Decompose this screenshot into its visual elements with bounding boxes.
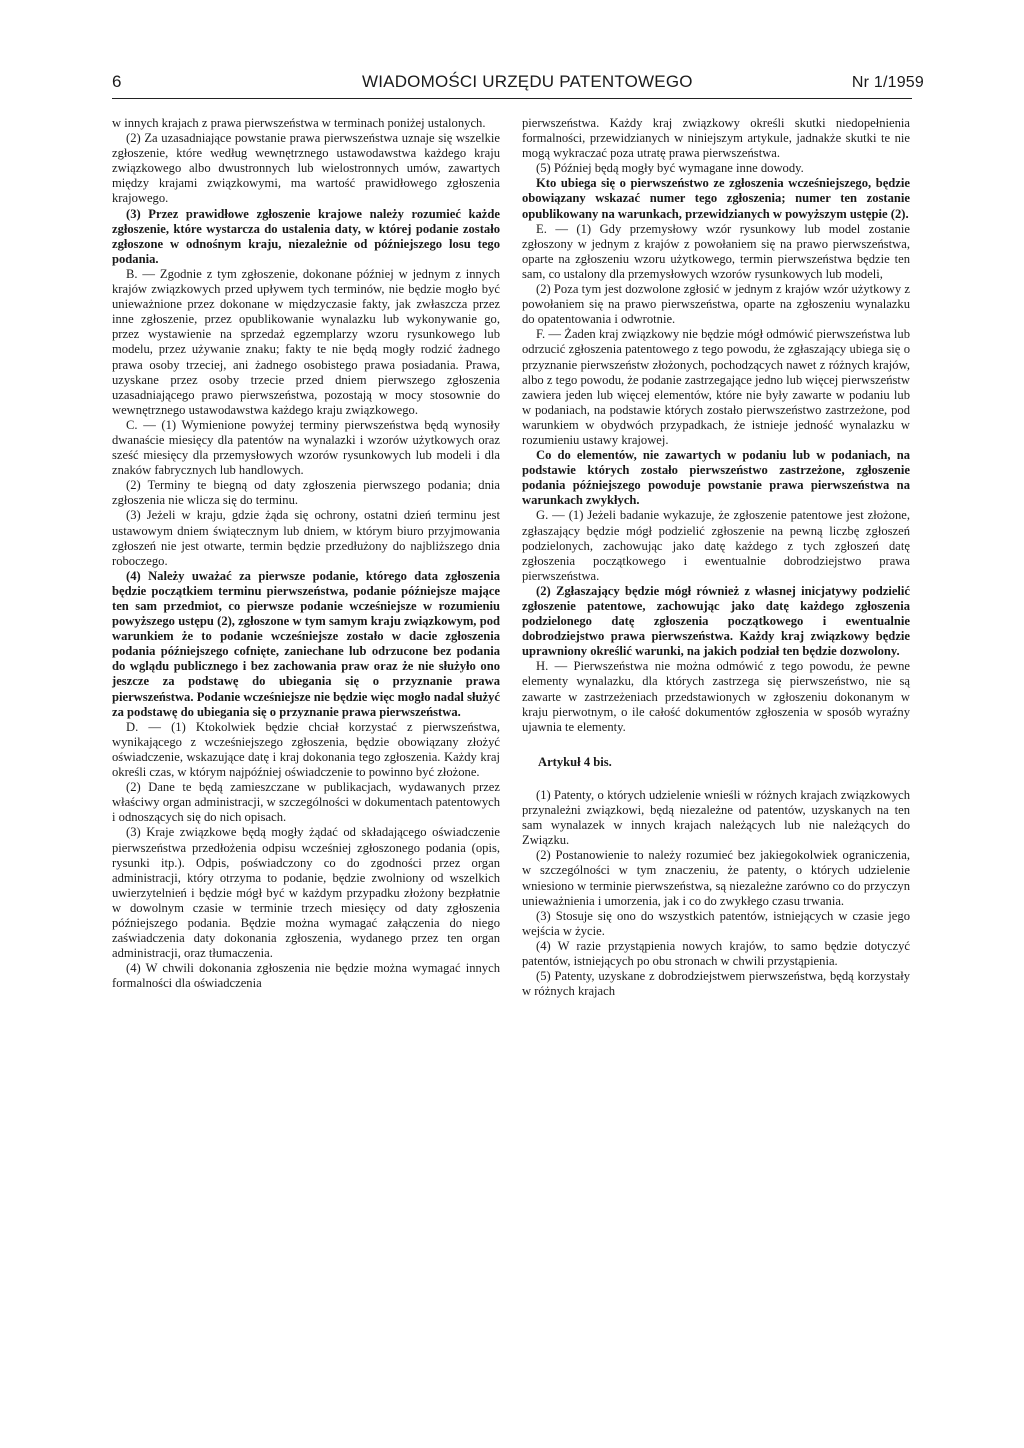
- paragraph: (2) Za uzasadniające powstanie prawa pierwszeństwa uznaje się wszelkie zgłoszenie, które według wewnętrznego ustawodawstwa każdego kraju związkowego albo dwustronnych lub wielostronnych umów, zawartych między krajami związkowymi, ma wartość prawidłowego zgłoszenia krajowego.: [112, 131, 500, 206]
- paragraph: F. — Żaden kraj związkowy nie będzie mógł odmówić pierwszeństwa lub odrzucić zgłoszenia patentowego z tego powodu, że zgłaszający ubiega się o przyznanie pierwszeństw złożonych, pochodzących nawet z różnych krajów, albo z tego powodu, że podanie zastrzegające jedno lub więcej pierwszeństw zawiera jeden lub więcej elementów, które nie były zawarte w podaniu lub w podaniach, na podstawie których zostało pierwszeństwo zastrzeżone, pod warunkiem w obydwóch przypadkach, że istnieje jedność wynalazku w rozumieniu ustawy krajowej.: [522, 327, 910, 447]
- paragraph: (3) Jeżeli w kraju, gdzie żąda się ochrony, ostatni dzień terminu jest ustawowym dniem świątecznym lub dniem, w którym biuro przyjmowania zgłoszeń nie jest otwarte, termin będzie przedłużony do najbliższego dnia roboczego.: [112, 508, 500, 568]
- paragraph: Kto ubiega się o pierwszeństwo ze zgłoszenia wcześniejszego, będzie obowiązany wskazać numer tego zgłoszenia; numer ten zostanie opublikowany na warunkach, przewidzianych w powyższym ustępie (2).: [522, 176, 910, 221]
- paragraph: (1) Patenty, o których udzielenie wnieśli w różnych krajach związkowych przynależni związkowi, będą niezależne od patentów, uzyskanych na ten sam wynalazek w innych krajach należących lub nie należących do Związku.: [522, 787, 910, 848]
- page-header: [112, 66, 924, 99]
- right-column: [522, 116, 910, 999]
- paragraph: (2) Poza tym jest dozwolone zgłosić w jednym z krajów wzór użytkowy z powołaniem się na prawo pierwszeństwa, oparte na zgłoszeniu wynalazku do opatentowania i odwrotnie.: [522, 282, 910, 327]
- paragraph: pierwszeństwa. Każdy kraj związkowy określi skutki niedopełnienia formalności, przewidzianych w niniejszym artykule, jadnakże skutki te nie mogą wykraczać poza utratę prawa pierwszeństwa.: [522, 116, 910, 161]
- paragraph: (4) W chwili dokonania zgłoszenia nie będzie można wymagać innych formalności dla oświadczenia: [112, 961, 500, 991]
- page-number: 6: [112, 72, 122, 91]
- paragraph: Co do elementów, nie zawartych w podaniu lub w podaniach, na podstawie których zostało pierwszeństwo zastrzeżone, zgłoszenie podania późniejszego powoduje powstanie prawa pierwszeństwa na warunkach zwykłych.: [522, 448, 910, 508]
- text-columns: [112, 116, 912, 999]
- paragraph: (5) Patenty, uzyskane z dobrodziejstwem pierwszeństwa, będą korzystały w różnych krajach: [522, 969, 910, 999]
- paragraph: B. — Zgodnie z tym zgłoszenie, dokonane później w jednym z innych krajów związkowych przed upływem tych terminów, nie będzie mogło być unieważnione przez dokonane w międzyczasie fakty, jak zwłaszcza przez inne zgłoszenie, przez opublikowanie wynalazku lub wykonywanie go, przez wystawienie na sprzedaż egzemplarzy wzoru rysunkowego lub modelu, przez używanie znaku; fakty te nie będą mogły rodzić żadnego prawa osoby trzeciej, ani żadnego osobistego prawa posiadania. Prawa, uzyskane przez osoby trzecie przed dniem pierwszego zgłoszenia uzasadniającego prawo pierwszeństwa, pozostają w mocy stosownie do wewnętrznego ustawodawstwa każdego kraju związkowego.: [112, 266, 500, 417]
- paragraph: G. — (1) Jeżeli badanie wykazuje, że zgłoszenie patentowe jest złożone, zgłaszający będzie mógł podzielić zgłoszenie na pewną liczbę zgłoszeń podzielonych, zachowując jako datę każdego z tych zgłoszeń datę zgłoszenia początkowego i ewentualnie dobrodziejstwo prawa pierwszeństwa.: [522, 508, 910, 583]
- article-heading: Artykuł 4 bis.: [538, 754, 612, 769]
- paragraph: (2) Terminy te biegną od daty zgłoszenia pierwszego podania; dnia zgłoszenia nie wlicza się do terminu.: [112, 478, 500, 508]
- document-page: [112, 66, 924, 999]
- paragraph: (3) Przez prawidłowe zgłoszenie krajowe należy rozumieć każde zgłoszenie, które wystarcza do ustalenia daty, w której podanie zostało zgłoszone w odnośnym kraju, niezależnie od późniejszego losu tego podania.: [112, 206, 500, 266]
- paragraph: (4) W razie przystąpienia nowych krajów, to samo będzie dotyczyć patentów, istniejących po obu stronach w chwili przystąpienia.: [522, 938, 910, 968]
- paragraph: (3) Kraje związkowe będą mogły żądać od składającego oświadczenie pierwszeństwa przedłożenia odpisu wcześniej zgłoszonego podania (opis, rysunki itp.). Odpis, poświadczony co do zgodności przez organ administracji, który otrzyma to podanie, będzie zwolniony od wszelkich uwierzytelnień i będzie mógł być w każdym przypadku złożony bezpłatnie w dowolnym czasie w terminie trzech miesięcy od daty zgłoszenia późniejszego podania. Będzie można wymagać załączenia do niego zaświadczenia daty dokonania zgłoszenia, wydanego przez ten organ administracji, oraz tłumaczenia.: [112, 825, 500, 961]
- left-column: [112, 116, 500, 999]
- paragraph: (2) Postanowienie to należy rozumieć bez jakiegokolwiek ograniczenia, w szczególności w tym znaczeniu, że patenty, o których udzielenie wniesiono w terminie pierwszeństwa, są niezależne zarówno co do przyczyn unieważnienia i umorzenia, jak i co do zwykłego czasu trwania.: [522, 848, 910, 908]
- paragraph: (3) Stosuje się ono do wszystkich patentów, istniejących w czasie jego wejścia w życie.: [522, 908, 910, 938]
- paragraph: (4) Należy uważać za pierwsze podanie, którego data zgłoszenia będzie początkiem terminu pierwszeństwa, podanie późniejsze mające ten sam przedmiot, co pierwsze podanie wcześniejsze w rozumieniu powyższego ustępu (2), zgłoszone w tym samym kraju związkowym, pod warunkiem że to podanie wcześniejsze zostało w dacie zgłoszenia podania późniejszego cofnięte, zaniechane lub odrzucone bez podania do wglądu publicznego i bez zachowania praw oraz że nie służyło ono jeszcze za podstawę do ubiegania się o przyznanie prawa pierwszeństwa. Podanie wcześniejsze nie będzie więc mogło nadal służyć za podstawę do ubiegania się o przyznanie prawa pierwszeństwa.: [112, 568, 500, 719]
- journal-title: WIADOMOŚCI URZĘDU PATENTOWEGO: [362, 72, 693, 91]
- paragraph: D. — (1) Ktokolwiek będzie chciał korzystać z pierwszeństwa, wynikającego z wcześniejszego zgłoszenia, będzie obowiązany złożyć oświadczenie, wskazujące datę i kraj dokonania tego zgłoszenia. Każdy kraj określi czas, w którym najpóźniej oświadczenie to powinno być złożone.: [112, 719, 500, 780]
- paragraph: C. — (1) Wymienione powyżej terminy pierwszeństwa będą wynosiły dwanaście miesięcy dla patentów na wynalazki i wzorów użytkowych oraz sześć miesięcy dla przemysłowych wzorów rysunkowych lub modeli i dla znaków fabrycznych lub handlowych.: [112, 417, 500, 478]
- paragraph: H. — Pierwszeństwa nie można odmówić z tego powodu, że pewne elementy wynalazku, dla których zastrzega się pierwszeństwo, nie są zawarte w zastrzeżeniach przedstawionych w zgłoszeniu dokonanym w kraju pierwotnym, o ile całość dokumentów zgłoszenia w sposób wyraźny ujawnia te elementy.: [522, 659, 910, 734]
- paragraph: w innych krajach z prawa pierwszeństwa w terminach poniżej ustalonych.: [112, 116, 486, 130]
- paragraph: E. — (1) Gdy przemysłowy wzór rysunkowy lub model zostanie zgłoszony w jednym z krajów z powołaniem się na prawo pierwszeństwa, oparte na zgłoszeniu wzoru użytkowego, termin pierwszeństwa będzie ten sam, co ustalony dla przemysłowych wzorów rysunkowych lub modeli,: [522, 221, 910, 281]
- paragraph: (2) Dane te będą zamieszczane w publikacjach, wydawanych przez właściwy organ administracji, w szczególności w dokumentach patentowych i odnoszących się do nich opisach.: [112, 780, 500, 825]
- issue-number: Nr 1/1959: [851, 74, 924, 91]
- paragraph: (5) Później będą mogły być wymagane inne dowody.: [536, 161, 804, 176]
- paragraph: (2) Zgłaszający będzie mógł również z własnej inicjatywy podzielić zgłoszenie patentowe, zachowując jako datę każdego zgłoszenia podzielonego datę zgłoszenia początkowego i ewentualnie dobrodziejstwo prawa pierwszeństwa. Każdy kraj związkowy będzie uprawniony określić warunki, na jakich podział ten będzie dozwolony.: [522, 583, 910, 659]
